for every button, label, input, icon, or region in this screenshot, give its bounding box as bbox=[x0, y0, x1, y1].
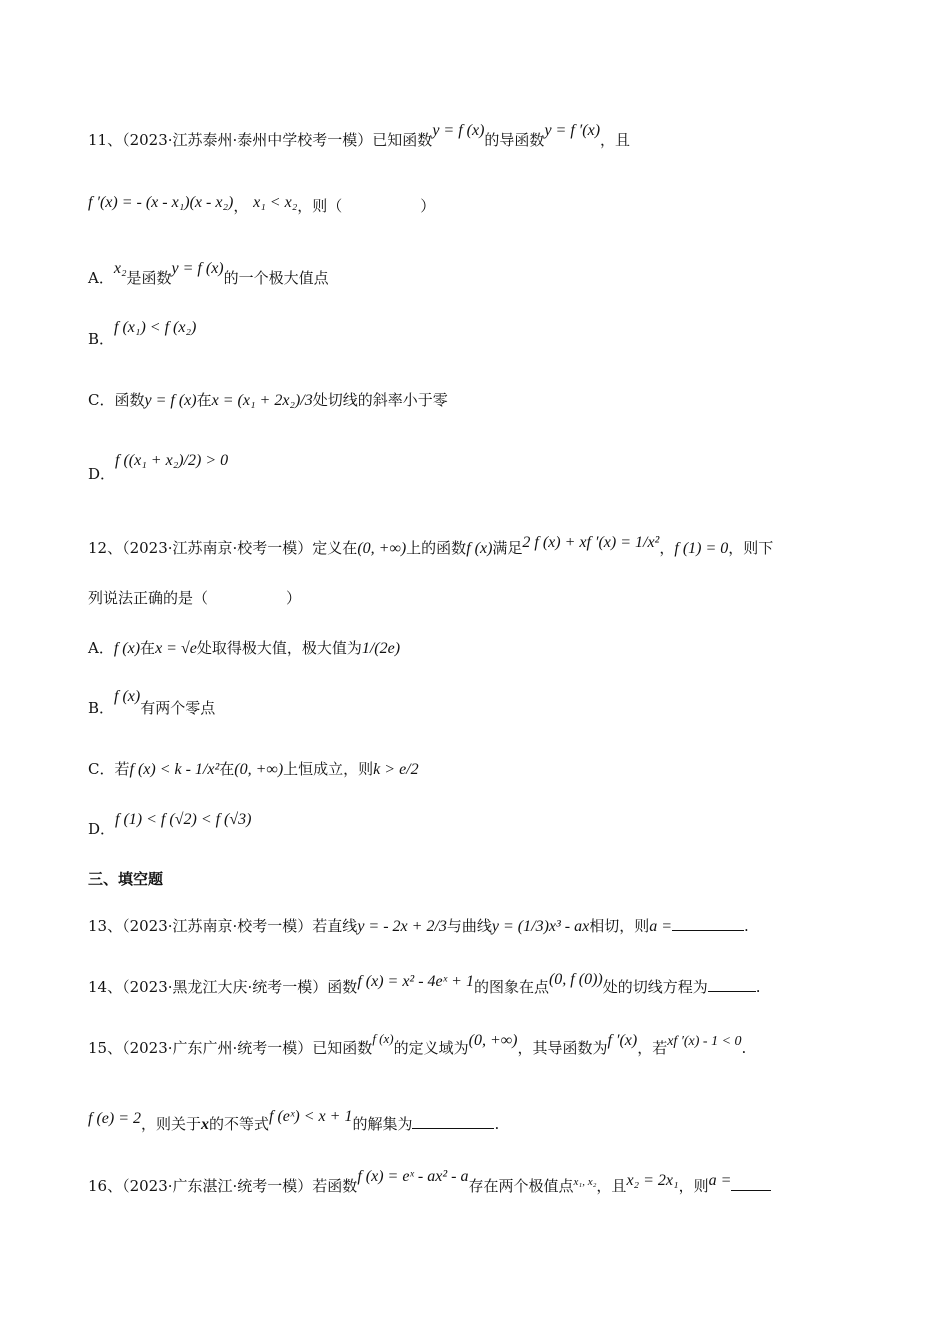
q11-tail-text: ，且 bbox=[600, 131, 631, 149]
q12-d-expr: f (1) < f (√2) < f (√3) bbox=[115, 811, 252, 828]
q15-end2: . bbox=[494, 1115, 500, 1133]
q12-a-expr1: f (x) bbox=[113, 640, 141, 657]
q16-t1: 存在两个极值点 bbox=[468, 1177, 574, 1195]
q11-cond-ineq: x₁ < x₂ bbox=[253, 194, 298, 211]
q11-a-expr: x₂ bbox=[113, 260, 127, 277]
q12-a-expr3: 1/(2e) bbox=[361, 640, 401, 657]
q16-fx: f (x) = eˣ - ax² - a bbox=[357, 1168, 469, 1185]
q13-t1: 与曲线 bbox=[446, 917, 492, 935]
q15-line2 bbox=[88, 1108, 500, 1135]
q12-b-label: B． bbox=[88, 699, 115, 717]
q12-line2-close: ） bbox=[286, 589, 302, 607]
q14-end: . bbox=[755, 978, 761, 996]
q12-c-expr3: k > e/2 bbox=[373, 761, 419, 778]
q11-cond-close: ） bbox=[420, 197, 436, 215]
q11-a-text2: 的一个极大值点 bbox=[223, 269, 329, 287]
q16-points: x₁, x₂ bbox=[573, 1176, 597, 1188]
q13-answer-blank[interactable] bbox=[672, 916, 744, 931]
q15-ineq: f (eˣ) < x + 1 bbox=[269, 1108, 353, 1125]
q15-t3: ，若 bbox=[637, 1039, 668, 1057]
q11-stem bbox=[88, 122, 631, 151]
q12-fx: f (x) bbox=[466, 540, 493, 557]
section-title: 三、填空题 bbox=[88, 870, 164, 888]
q15-t1: 的定义域为 bbox=[393, 1039, 469, 1057]
q11-option-c bbox=[88, 390, 448, 411]
q12-c-expr2: (0, +∞) bbox=[234, 761, 284, 778]
q12-sep: ， bbox=[659, 539, 675, 557]
q12-c-text1: 若 bbox=[114, 760, 130, 778]
q11-c-text1: 函数 bbox=[114, 391, 145, 409]
q12-a-text2: 处取得极大值，极大值为 bbox=[196, 639, 362, 657]
q11-fx: y = f (x) bbox=[432, 122, 485, 139]
q15-t5: 的不等式 bbox=[209, 1115, 270, 1133]
q16-answer-blank[interactable] bbox=[731, 1176, 771, 1191]
q12-eq: 2 f (x) + xf ′(x) = 1/x² bbox=[522, 534, 660, 551]
q12-c-text3: 上恒成立，则 bbox=[283, 760, 374, 778]
q12-t3: ，则下 bbox=[728, 539, 774, 557]
q14-answer-blank[interactable] bbox=[708, 977, 756, 992]
q12-b-expr: f (x) bbox=[114, 688, 141, 705]
q15-cond: xf ′(x) - 1 < 0 bbox=[667, 1034, 742, 1049]
q11-option-d bbox=[88, 452, 229, 485]
q15-fx: f (x) bbox=[372, 1031, 394, 1046]
q12-t2: 满足 bbox=[492, 539, 523, 557]
q11-cond-expr: f ′(x) = - (x - x₁)(x - x₂) bbox=[88, 194, 234, 211]
q12-c-label: C． bbox=[88, 760, 115, 778]
q14-fx: f (x) = x² - 4eˣ + 1 bbox=[357, 973, 474, 990]
q12-d-label: D． bbox=[88, 820, 116, 838]
q11-d-expr: f ((x₁ + x₂)/2) > 0 bbox=[115, 452, 229, 469]
q14-t1: 的图象在点 bbox=[473, 978, 549, 996]
q13-end: . bbox=[744, 917, 749, 935]
q12-t1: 上的函数 bbox=[406, 539, 467, 557]
q13-stem: 13、（2023·江苏南京·校考一模）若直线 bbox=[88, 917, 358, 935]
q11-option-b bbox=[88, 319, 197, 350]
q11-a-expr2: y = f (x) bbox=[171, 260, 224, 277]
q13-line-expr: y = - 2x + 2/3 bbox=[357, 918, 447, 935]
q12-b-text: 有两个零点 bbox=[140, 699, 216, 717]
q13 bbox=[88, 916, 749, 937]
q15-stem: 15、（2023·广东广州·统考一模）已知函数 bbox=[88, 1039, 373, 1057]
q12-stem bbox=[88, 534, 774, 559]
q13-t2: 相切，则 bbox=[589, 917, 650, 935]
q15-answer-blank[interactable] bbox=[412, 1114, 494, 1129]
q12-a-expr2: x = √e bbox=[155, 640, 197, 657]
q13-curve-expr: y = (1/3)x³ - ax bbox=[491, 918, 590, 935]
q11-condition bbox=[88, 196, 435, 217]
q11-c-expr2: x = (x₁ + 2x₂)/3 bbox=[211, 392, 313, 409]
q11-b-label: B． bbox=[88, 330, 115, 348]
q12-stem-line2 bbox=[88, 588, 301, 608]
q16-stem: 16、（2023·广东湛江·统考一模）若函数 bbox=[88, 1177, 358, 1195]
q11-c-expr1: y = f (x) bbox=[144, 392, 197, 409]
q14 bbox=[88, 971, 761, 998]
q12-option-c bbox=[88, 759, 419, 780]
q16-ask: a = bbox=[708, 1172, 732, 1189]
q11-mid-text: 的导函数 bbox=[484, 131, 545, 149]
q15-fe: f (e) = 2 bbox=[88, 1110, 141, 1127]
q12-c-expr1: f (x) < k - 1/x² bbox=[129, 761, 220, 778]
q12-option-a bbox=[88, 638, 400, 659]
q13-ask: a = bbox=[649, 918, 673, 935]
q15-domain: (0, +∞) bbox=[468, 1032, 518, 1049]
q11-stem-text: 11、（2023·江苏泰州·泰州中学校考一模）已知函数 bbox=[88, 131, 433, 149]
q12-a-label: A． bbox=[88, 639, 114, 657]
q15-fpx: f ′(x) bbox=[607, 1032, 638, 1049]
q12-f1: f (1) = 0 bbox=[674, 540, 729, 557]
q15-t6: 的解集为 bbox=[352, 1115, 413, 1133]
q16 bbox=[88, 1168, 771, 1198]
q16-rel: x₂ = 2x₁ bbox=[626, 1172, 679, 1189]
q11-cond-sep: ， bbox=[233, 197, 249, 215]
q12-option-b bbox=[88, 688, 216, 719]
q16-t3: ，则 bbox=[678, 1177, 709, 1195]
q11-a-label: A． bbox=[88, 269, 114, 287]
q16-t2: ，且 bbox=[596, 1177, 627, 1195]
q12-line2-text: 列说法正确的是（ bbox=[88, 589, 209, 607]
q14-point: (0, f (0)) bbox=[548, 971, 603, 988]
q11-cond-tail: ，则（ bbox=[297, 197, 343, 215]
q15-t4: ，则关于 bbox=[141, 1115, 202, 1133]
q11-b-expr: f (x₁) < f (x₂) bbox=[114, 319, 197, 336]
q15-x: x bbox=[201, 1116, 210, 1133]
q11-a-text1: 是函数 bbox=[126, 269, 172, 287]
q11-d-label: D． bbox=[88, 465, 116, 483]
q12-domain: (0, +∞) bbox=[357, 540, 407, 557]
q12-stem-text: 12、（2023·江苏南京·校考一模）定义在 bbox=[88, 539, 358, 557]
q11-c-label: C． bbox=[88, 391, 115, 409]
q11-option-a bbox=[88, 260, 329, 289]
q15-t2: ，其导函数为 bbox=[517, 1039, 608, 1057]
q15-end1: . bbox=[741, 1039, 747, 1057]
q12-a-text1: 在 bbox=[140, 639, 156, 657]
q11-fpx: y = f ′(x) bbox=[544, 122, 601, 139]
q12-c-text2: 在 bbox=[219, 760, 235, 778]
q15-line1 bbox=[88, 1031, 747, 1060]
q14-t2: 处的切线方程为 bbox=[602, 978, 708, 996]
q14-stem: 14、（2023·黑龙江大庆·统考一模）函数 bbox=[88, 978, 358, 996]
q11-c-text3: 处切线的斜率小于零 bbox=[312, 391, 448, 409]
q12-option-d bbox=[88, 811, 252, 840]
q11-c-text2: 在 bbox=[196, 391, 212, 409]
